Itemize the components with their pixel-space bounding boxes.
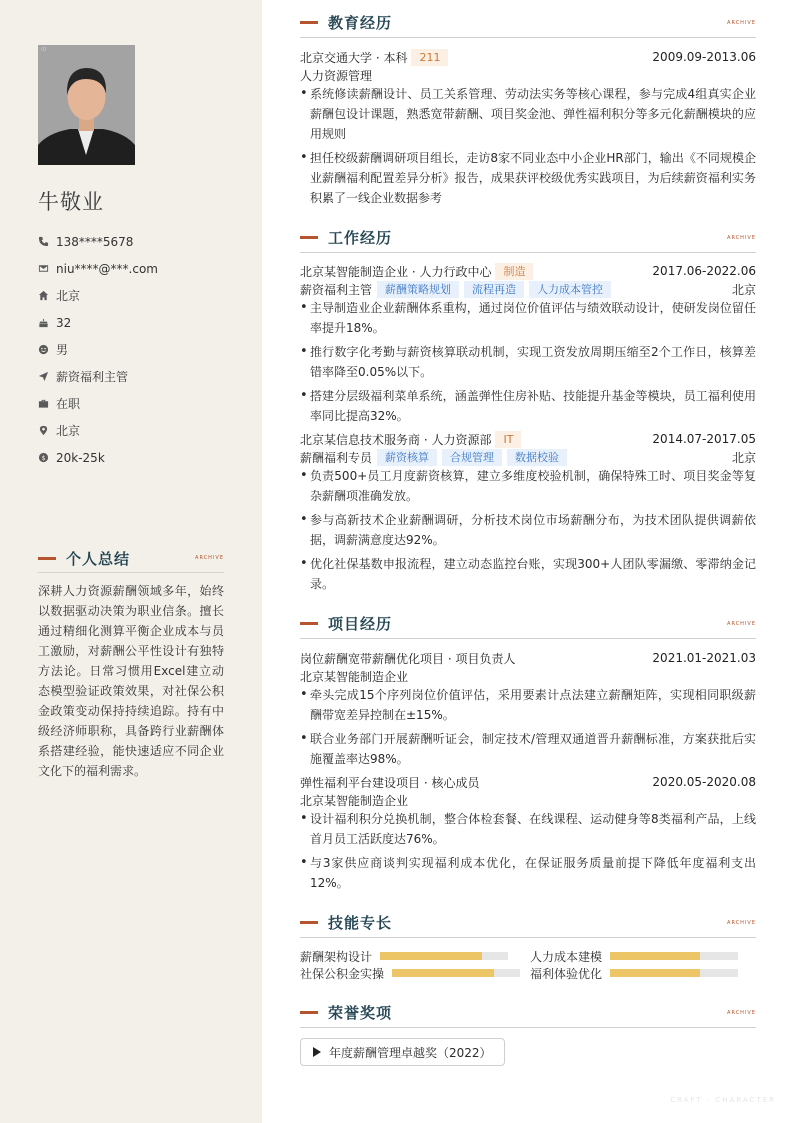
info-position-text: 薪资福利主管 [56, 370, 129, 384]
info-home-text: 北京 [56, 289, 81, 303]
project-2-bullets [300, 809, 756, 897]
accent-bar [300, 921, 318, 924]
skill-bar-fill [610, 952, 700, 960]
info-salary-text: 20k-25k [56, 450, 105, 465]
play-triangle-icon [313, 1047, 321, 1057]
project-1-bullets [300, 685, 756, 773]
info-age-text: 32 [56, 315, 72, 330]
skills-title: 技能专长 [328, 914, 393, 932]
accent-bar [300, 622, 318, 625]
skills-section-header [300, 908, 756, 938]
sidebar [0, 0, 262, 1123]
award-text: 年度薪酬管理卓越奖（2022） [329, 1045, 492, 1060]
send-icon [38, 371, 49, 382]
archive-label: ARCHIVE [727, 620, 756, 627]
honors-title: 荣誉奖项 [328, 1004, 393, 1022]
skill-bar [392, 969, 520, 977]
gender-icon [38, 344, 49, 355]
major: 人力资源管理 [300, 68, 373, 83]
job-2-city: 北京 [731, 450, 756, 465]
skill-bar-fill [392, 969, 494, 977]
contact-info-list [38, 228, 248, 471]
summary-title: 个人总结 [66, 549, 131, 568]
job-2-skill-tag: 合规管理 [442, 449, 502, 466]
list-item: • 系统修读薪酬设计、员工关系管理、劳动法实务等核心课程，参与完成4组真实企业薪酬包设计课题，熟悉宽带薪酬、项目奖金池、弹性福利积分等多元化薪酬模块的应用规则 [300, 84, 756, 144]
job-2-industry-tag: IT [495, 431, 521, 448]
summary-section-header [38, 544, 224, 573]
education-entry-header [300, 48, 756, 66]
skill-bar-fill [610, 969, 700, 977]
skill-name: 福利体验优化 [530, 966, 603, 981]
list-item: • 推行数字化考勤与薪资核算联动机制，实现工资发放周期压缩至2个工作日，核算差错率降至0.05%以下。 [300, 342, 756, 382]
job-1-date: 2017.06-2022.06 [652, 264, 756, 278]
job-1-role: 薪资福利主管 [300, 282, 373, 297]
info-email [38, 255, 248, 282]
education-date: 2009.09-2013.06 [652, 50, 756, 64]
phone-icon [38, 236, 49, 247]
project-2-org-row [300, 791, 756, 809]
education-title: 教育经历 [328, 14, 393, 32]
info-home [38, 282, 248, 309]
school-tag: 211 [411, 49, 448, 66]
archive-label: ARCHIVE [195, 555, 224, 561]
skill-name: 人力成本建模 [530, 949, 603, 964]
skill-bar [610, 969, 738, 977]
mail-icon [38, 263, 49, 274]
cake-icon [38, 317, 49, 328]
skill-bar-fill [380, 952, 482, 960]
project-2-org: 北京某智能制造企业 [300, 793, 409, 808]
archive-label: ARCHIVE [727, 234, 756, 241]
project-2-name: 弹性福利平台建设项目 · 核心成员 [300, 775, 480, 790]
briefcase-icon [38, 398, 49, 409]
profile-photo [38, 45, 135, 165]
job-1-company: 北京某智能制造企业 · 人力行政中心 [300, 264, 492, 279]
projects-title: 项目经历 [328, 615, 393, 633]
job-2-role-row [300, 448, 756, 466]
job-2-role: 薪酬福利专员 [300, 450, 373, 465]
list-item: • 与3家供应商谈判实现福利成本优化，在保证服务质量前提下降低年度福利支出12%。 [300, 853, 756, 893]
home-icon [38, 290, 49, 301]
job-1-role-row [300, 280, 756, 298]
accent-bar [38, 557, 56, 560]
list-item: • 主导制造业企业薪酬体系重构，通过岗位价值评估与绩效联动设计，使研发岗位留任率提升18%。 [300, 298, 756, 338]
info-phone [38, 228, 248, 255]
job-2-date: 2014.07-2017.05 [652, 432, 756, 446]
archive-label: ARCHIVE [727, 919, 756, 926]
work-section-header [300, 223, 756, 253]
info-gender-text: 男 [56, 343, 69, 357]
skill-item [530, 947, 738, 965]
summary-text: 深耕人力资源薪酬领域多年，始终以数据驱动决策为职业信条。擅长通过精细化测算平衡企业成本与员工激励，对薪酬公平性设计有独特方法论。日常习惯用Excel建立动态模型验证政策效果，对社保公积金政策变动保持持续追踪。持有中级经济师职称，具备跨行业薪酬体系搭建经验，能快速适应不同企业文化下的福利需求。 [38, 584, 224, 778]
list-item: • 牵头完成15个序列岗位价值评估，采用要素计点法建立薪酬矩阵，实现相同职级薪酬带宽差异控制在±15%。 [300, 685, 756, 725]
job-1-city: 北京 [731, 282, 756, 297]
job-2-skill-tag: 薪资核算 [377, 449, 437, 466]
info-phone-text: 138****5678 [56, 234, 134, 249]
job-1-skill-tag: 流程再造 [464, 281, 524, 298]
job-2-skill-tag: 数据校验 [507, 449, 567, 466]
accent-bar [300, 1011, 318, 1014]
skill-item [300, 947, 508, 965]
accent-bar [300, 21, 318, 24]
list-item: • 优化社保基数申报流程，建立动态监控台账，实现300+人团队零漏缴、零滞纳金记录。 [300, 554, 756, 594]
person-illustration [38, 45, 135, 165]
job-2-bullets [300, 466, 756, 598]
skill-bar [610, 952, 738, 960]
skill-item [300, 964, 520, 982]
archive-label: ARCHIVE [727, 1009, 756, 1016]
project-2-date: 2020.05-2020.08 [652, 775, 756, 789]
project-1-org-row [300, 667, 756, 685]
candidate-name: 牛敬业 [38, 190, 104, 214]
job-1-header [300, 262, 756, 280]
list-item: • 担任校级薪酬调研项目组长，走访8家不同业态中小企业HR部门，输出《不同规模企业薪酬福利配置差异分析》报告，成果获评校级优秀实践项目，为后续薪资福利实务积累了一线企业数据参考 [300, 148, 756, 208]
archive-label: ARCHIVE [727, 19, 756, 26]
info-status-text: 在职 [56, 397, 81, 411]
project-1-org: 北京某智能制造企业 [300, 669, 409, 684]
projects-section-header [300, 609, 756, 639]
skill-bar [380, 952, 508, 960]
location-icon [38, 425, 49, 436]
info-email-text: niu****@***.com [56, 261, 158, 276]
job-2-header [300, 430, 756, 448]
job-1-bullets [300, 298, 756, 430]
skill-item [530, 964, 738, 982]
footer-watermark: CRAFT · CHARACTER [670, 1096, 776, 1104]
job-1-skill-tag: 人力成本管控 [529, 281, 611, 298]
education-bullets [300, 84, 756, 212]
work-title: 工作经历 [328, 229, 393, 247]
info-age [38, 309, 248, 336]
award-item [300, 1038, 505, 1066]
list-item: • 参与高新技术企业薪酬调研，分析技术岗位市场薪酬分布，为技术团队提供调薪依据，调薪满意度达92%。 [300, 510, 756, 550]
project-2-header [300, 773, 756, 791]
education-section-header [300, 8, 756, 38]
photo-tag: ID [41, 47, 47, 53]
skill-name: 社保公积金实操 [300, 966, 385, 981]
list-item: • 搭建分层级福利菜单系统，涵盖弹性住房补贴、技能提升基金等模块，员工福利使用率同比提高32%。 [300, 386, 756, 426]
skill-name: 薪酬架构设计 [300, 949, 373, 964]
list-item: • 设计福利积分兑换机制，整合体检套餐、在线课程、运动健身等8类福利产品，上线首月员工活跃度达76%。 [300, 809, 756, 849]
info-location [38, 417, 248, 444]
honors-section-header [300, 998, 756, 1028]
job-1-industry-tag: 制造 [495, 263, 533, 280]
salary-icon [38, 452, 49, 463]
accent-bar [300, 236, 318, 239]
job-1-skill-tag: 薪酬策略规划 [377, 281, 459, 298]
project-1-date: 2021.01-2021.03 [652, 651, 756, 665]
list-item: • 负责500+员工月度薪资核算，建立多维度校验机制，确保特殊工时、项目奖金等复杂薪酬项准确发放。 [300, 466, 756, 506]
info-salary [38, 444, 248, 471]
project-1-header [300, 649, 756, 667]
school-name: 北京交通大学 · 本科 [300, 50, 408, 65]
info-position [38, 363, 248, 390]
info-gender [38, 336, 248, 363]
project-1-name: 岗位薪酬宽带薪酬优化项目 · 项目负责人 [300, 651, 516, 666]
list-item: • 联合业务部门开展薪酬听证会，制定技术/管理双通道晋升薪酬标准，方案获批后实施覆盖率达98%。 [300, 729, 756, 769]
info-status [38, 390, 248, 417]
education-major-row [300, 66, 756, 84]
svg-text:$: $ [41, 453, 46, 462]
job-2-company: 北京某信息技术服务商 · 人力资源部 [300, 432, 492, 447]
info-location-text: 北京 [56, 424, 81, 438]
